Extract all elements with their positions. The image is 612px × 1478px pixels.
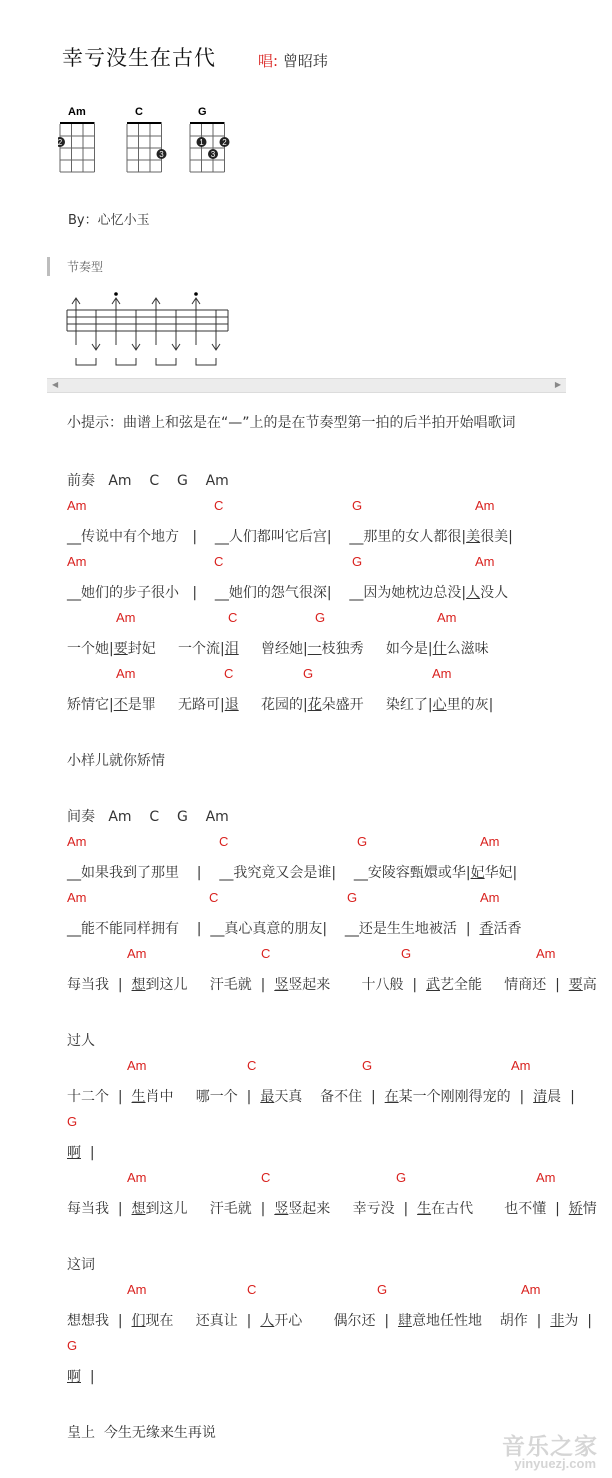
lyric-segment: 每当我 | xyxy=(67,977,132,993)
lyric-segment: __她们的步子很小 | __她们的怨气很深| __因为她枕边总没| xyxy=(67,585,467,601)
fretboard-icon xyxy=(58,120,102,178)
beat-accent-text: 妃 xyxy=(470,865,485,881)
rhythm-section-title: 节奏型 xyxy=(67,260,104,274)
section-line: 皇上 今生无缘来生再说 xyxy=(67,1425,216,1441)
lyric-segment: 曾经她| xyxy=(238,641,308,657)
beat-accent-text: 想 xyxy=(131,1201,146,1217)
lyric-segment: 每当我 | xyxy=(67,1201,132,1217)
lyric-line xyxy=(67,582,508,602)
lyric-line xyxy=(67,1310,592,1330)
beat-accent-text: 武 xyxy=(425,977,440,993)
chord-label: Am xyxy=(437,610,457,625)
beat-accent-text: 竖 xyxy=(274,977,289,993)
lyric-segment: 开心 偶尔还 | xyxy=(274,1313,398,1329)
lyric-line xyxy=(67,526,513,546)
scroll-left-icon[interactable]: ◀ xyxy=(52,380,59,389)
lyric-line xyxy=(67,974,597,994)
beat-accent-text: 生 xyxy=(131,1089,146,1105)
lyric-segment: 在古代 也不懂 | xyxy=(431,1201,569,1217)
lyric-line xyxy=(67,638,489,658)
chord-label: G xyxy=(303,666,314,681)
chord-label: Am xyxy=(521,1282,541,1297)
lyric-segment: 枝独秀 如今是| xyxy=(321,641,433,657)
lyric-segment: 矫情它| xyxy=(67,697,114,713)
lyric-segment: 没人 xyxy=(480,585,509,601)
chord-label: C xyxy=(261,946,271,961)
chord-label: G xyxy=(67,1114,78,1129)
lyric-segment: 华妃| xyxy=(484,865,518,881)
section-line: 过人 xyxy=(67,1033,95,1049)
chord-label: G xyxy=(401,946,412,961)
chord-label: Am xyxy=(127,1282,147,1297)
lyric-segment: 现在 还真让 | xyxy=(145,1313,261,1329)
lyric-segment: 十二个 | xyxy=(67,1089,132,1105)
beat-accent-text: 人 xyxy=(466,585,481,601)
chord-label: Am xyxy=(127,1170,147,1185)
chord-label: G xyxy=(352,498,363,513)
beat-accent-text: 美 xyxy=(466,529,481,545)
lyric-segment: 为 | xyxy=(564,1313,592,1329)
chord-label: G xyxy=(357,834,368,849)
section-line: 间奏 Am C G Am xyxy=(67,809,229,825)
lyric-segment: 情 xyxy=(582,1201,597,1217)
lyric-segment: 艺全能 情商还 | xyxy=(439,977,569,993)
beat-accent-text: 想 xyxy=(131,977,146,993)
section-line: 前奏 Am C G Am xyxy=(67,473,229,489)
singer-info xyxy=(258,50,328,71)
lyric-segment: 某一个刚刚得宠的 | xyxy=(398,1089,534,1105)
beat-accent-text: 竖 xyxy=(274,1201,289,1217)
scroll-right-icon[interactable]: ▶ xyxy=(554,380,561,389)
lyric-line xyxy=(67,1198,597,1218)
chord-label: G xyxy=(396,1170,407,1185)
chord-label: Am xyxy=(127,1058,147,1073)
lyric-segment: 高 xyxy=(582,977,597,993)
chord-label: G xyxy=(347,890,358,905)
finger-number: 3 xyxy=(159,150,164,159)
beat-accent-text: 什 xyxy=(432,641,447,657)
lyric-segment: 到这儿 汗毛就 | xyxy=(145,1201,275,1217)
chord-label: Am xyxy=(536,946,556,961)
finger-number: 2 xyxy=(58,138,63,147)
chord-label: Am xyxy=(475,554,495,569)
beat-accent-text: 心 xyxy=(432,697,447,713)
chord-label: G xyxy=(352,554,363,569)
chord-label: Am xyxy=(480,834,500,849)
lyric-segment: __能不能同样拥有 | __真心真意的朋友| __还是生生地被活 | xyxy=(67,921,480,937)
lyric-segment: 晨 | xyxy=(547,1089,575,1105)
beat-accent-text: 矫 xyxy=(568,1201,583,1217)
beat-accent-text: 一 xyxy=(307,641,322,657)
lyric-line xyxy=(67,694,493,714)
singer-name[interactable]: 曾昭玮 xyxy=(282,52,328,70)
lyric-segment: 意地任性地 胡作 | xyxy=(411,1313,551,1329)
chord-name: Am xyxy=(68,106,86,118)
beat-accent-text: 肆 xyxy=(397,1313,412,1329)
finger-number: 1 xyxy=(199,138,204,147)
section-line: 这词 xyxy=(67,1257,95,1273)
site-watermark-domain: yinyuezj.com xyxy=(514,1456,596,1471)
chord-label: Am xyxy=(116,610,136,625)
chord-label: C xyxy=(261,1170,271,1185)
fretboard-icon xyxy=(119,120,169,178)
chord-label: Am xyxy=(480,890,500,905)
singer-label: 唱: xyxy=(258,52,279,70)
lyric-segment: 很美| xyxy=(480,529,513,545)
beat-accent-text: 不 xyxy=(113,697,128,713)
chord-label: G xyxy=(362,1058,373,1073)
lyric-segment: __传说中有个地方 | __人们都叫它后宫| __那里的女人都很| xyxy=(67,529,467,545)
chord-label: C xyxy=(228,610,238,625)
lyric-line xyxy=(67,1142,95,1162)
fretboard-icon xyxy=(182,120,232,178)
beat-accent-text: 啊 xyxy=(67,1145,81,1161)
chord-label: G xyxy=(315,610,326,625)
lyric-segment: 天真 备不住 | xyxy=(274,1089,385,1105)
chord-label: Am xyxy=(67,834,87,849)
finger-number: 2 xyxy=(222,138,227,147)
performance-tip: 小提示：曲谱上和弦是在“—”上的是在节奏型第一拍的后半拍开始唱歌词 xyxy=(67,415,516,431)
lyric-segment: 一个她| xyxy=(67,641,114,657)
chord-label: Am xyxy=(127,946,147,961)
beat-accent-text: 非 xyxy=(550,1313,565,1329)
lyric-segment: | xyxy=(81,1369,95,1385)
section-line: 小样儿就你矫情 xyxy=(67,753,165,769)
finger-number: 3 xyxy=(210,150,216,159)
beat-accent-text: 清 xyxy=(533,1089,548,1105)
chord-label: C xyxy=(247,1058,257,1073)
chord-label: Am xyxy=(67,890,87,905)
beat-accent-text: 人 xyxy=(260,1313,275,1329)
chord-label: C xyxy=(219,834,229,849)
strumming-pattern-diagram xyxy=(60,290,235,370)
lyric-segment: | xyxy=(81,1145,95,1161)
lyric-line xyxy=(67,918,521,938)
lyric-segment: __如果我到了那里 | __我究竟又会是谁| __安陵容甄嬛或华| xyxy=(67,865,471,881)
chord-label: Am xyxy=(116,666,136,681)
lyric-segment: 活香 xyxy=(493,921,522,937)
chord-label: C xyxy=(224,666,234,681)
chord-label: C xyxy=(209,890,219,905)
lyric-segment: 是罪 无路可| xyxy=(127,697,225,713)
lyric-segment: 花园的| xyxy=(238,697,308,713)
site-watermark-logo: 音乐之家 xyxy=(502,1434,598,1460)
arranger-byline: By：心忆小玉 xyxy=(68,213,150,228)
beat-accent-text: 在 xyxy=(384,1089,399,1105)
horizontal-scrollbar[interactable] xyxy=(47,378,566,393)
lyric-line xyxy=(67,862,517,882)
chord-label: C xyxy=(247,1282,257,1297)
lyric-segment: 竖起来 十八般 | xyxy=(288,977,426,993)
section-marker xyxy=(47,257,50,276)
lyric-segment: 么滋味 xyxy=(446,641,489,657)
chord-label: Am xyxy=(67,498,87,513)
chord-label: C xyxy=(214,498,224,513)
lyric-segment: 竖起来 幸亏没 | xyxy=(288,1201,418,1217)
beat-accent-text: 最 xyxy=(260,1089,275,1105)
chord-label: Am xyxy=(67,554,87,569)
chord-diagram-g xyxy=(182,106,242,181)
lyric-segment: 肖中 哪一个 | xyxy=(145,1089,261,1105)
chord-name: G xyxy=(198,106,207,118)
lyric-segment: 里的灰| xyxy=(446,697,494,713)
beat-accent-text: 香 xyxy=(479,921,494,937)
beat-accent-text: 要 xyxy=(568,977,583,993)
beat-accent-text: 退 xyxy=(224,697,239,713)
beat-accent-text: 啊 xyxy=(67,1369,81,1385)
chord-label: G xyxy=(377,1282,388,1297)
beat-accent-text: 花 xyxy=(307,697,322,713)
lyric-line xyxy=(67,1086,575,1106)
chord-label: Am xyxy=(536,1170,556,1185)
chord-diagram-c xyxy=(119,106,179,181)
chord-label: Am xyxy=(475,498,495,513)
chord-diagram-am xyxy=(58,106,118,181)
chord-label: Am xyxy=(432,666,452,681)
lyric-segment: 朵盛开 染红了| xyxy=(321,697,433,713)
lyric-segment: 封妃 一个流| xyxy=(127,641,225,657)
lyric-segment: 想想我 | xyxy=(67,1313,132,1329)
song-title: 幸亏没生在古代 xyxy=(62,46,216,70)
chord-label: G xyxy=(67,1338,78,1353)
beat-accent-text: 生 xyxy=(417,1201,432,1217)
chord-label: C xyxy=(214,554,224,569)
lyric-line xyxy=(67,1366,95,1386)
beat-accent-text: 们 xyxy=(131,1313,146,1329)
beat-accent-text: 泪 xyxy=(224,641,239,657)
beat-accent-text: 要 xyxy=(113,641,128,657)
chord-label: Am xyxy=(511,1058,531,1073)
lyric-segment: 到这儿 汗毛就 | xyxy=(145,977,275,993)
chord-name: C xyxy=(135,106,143,118)
